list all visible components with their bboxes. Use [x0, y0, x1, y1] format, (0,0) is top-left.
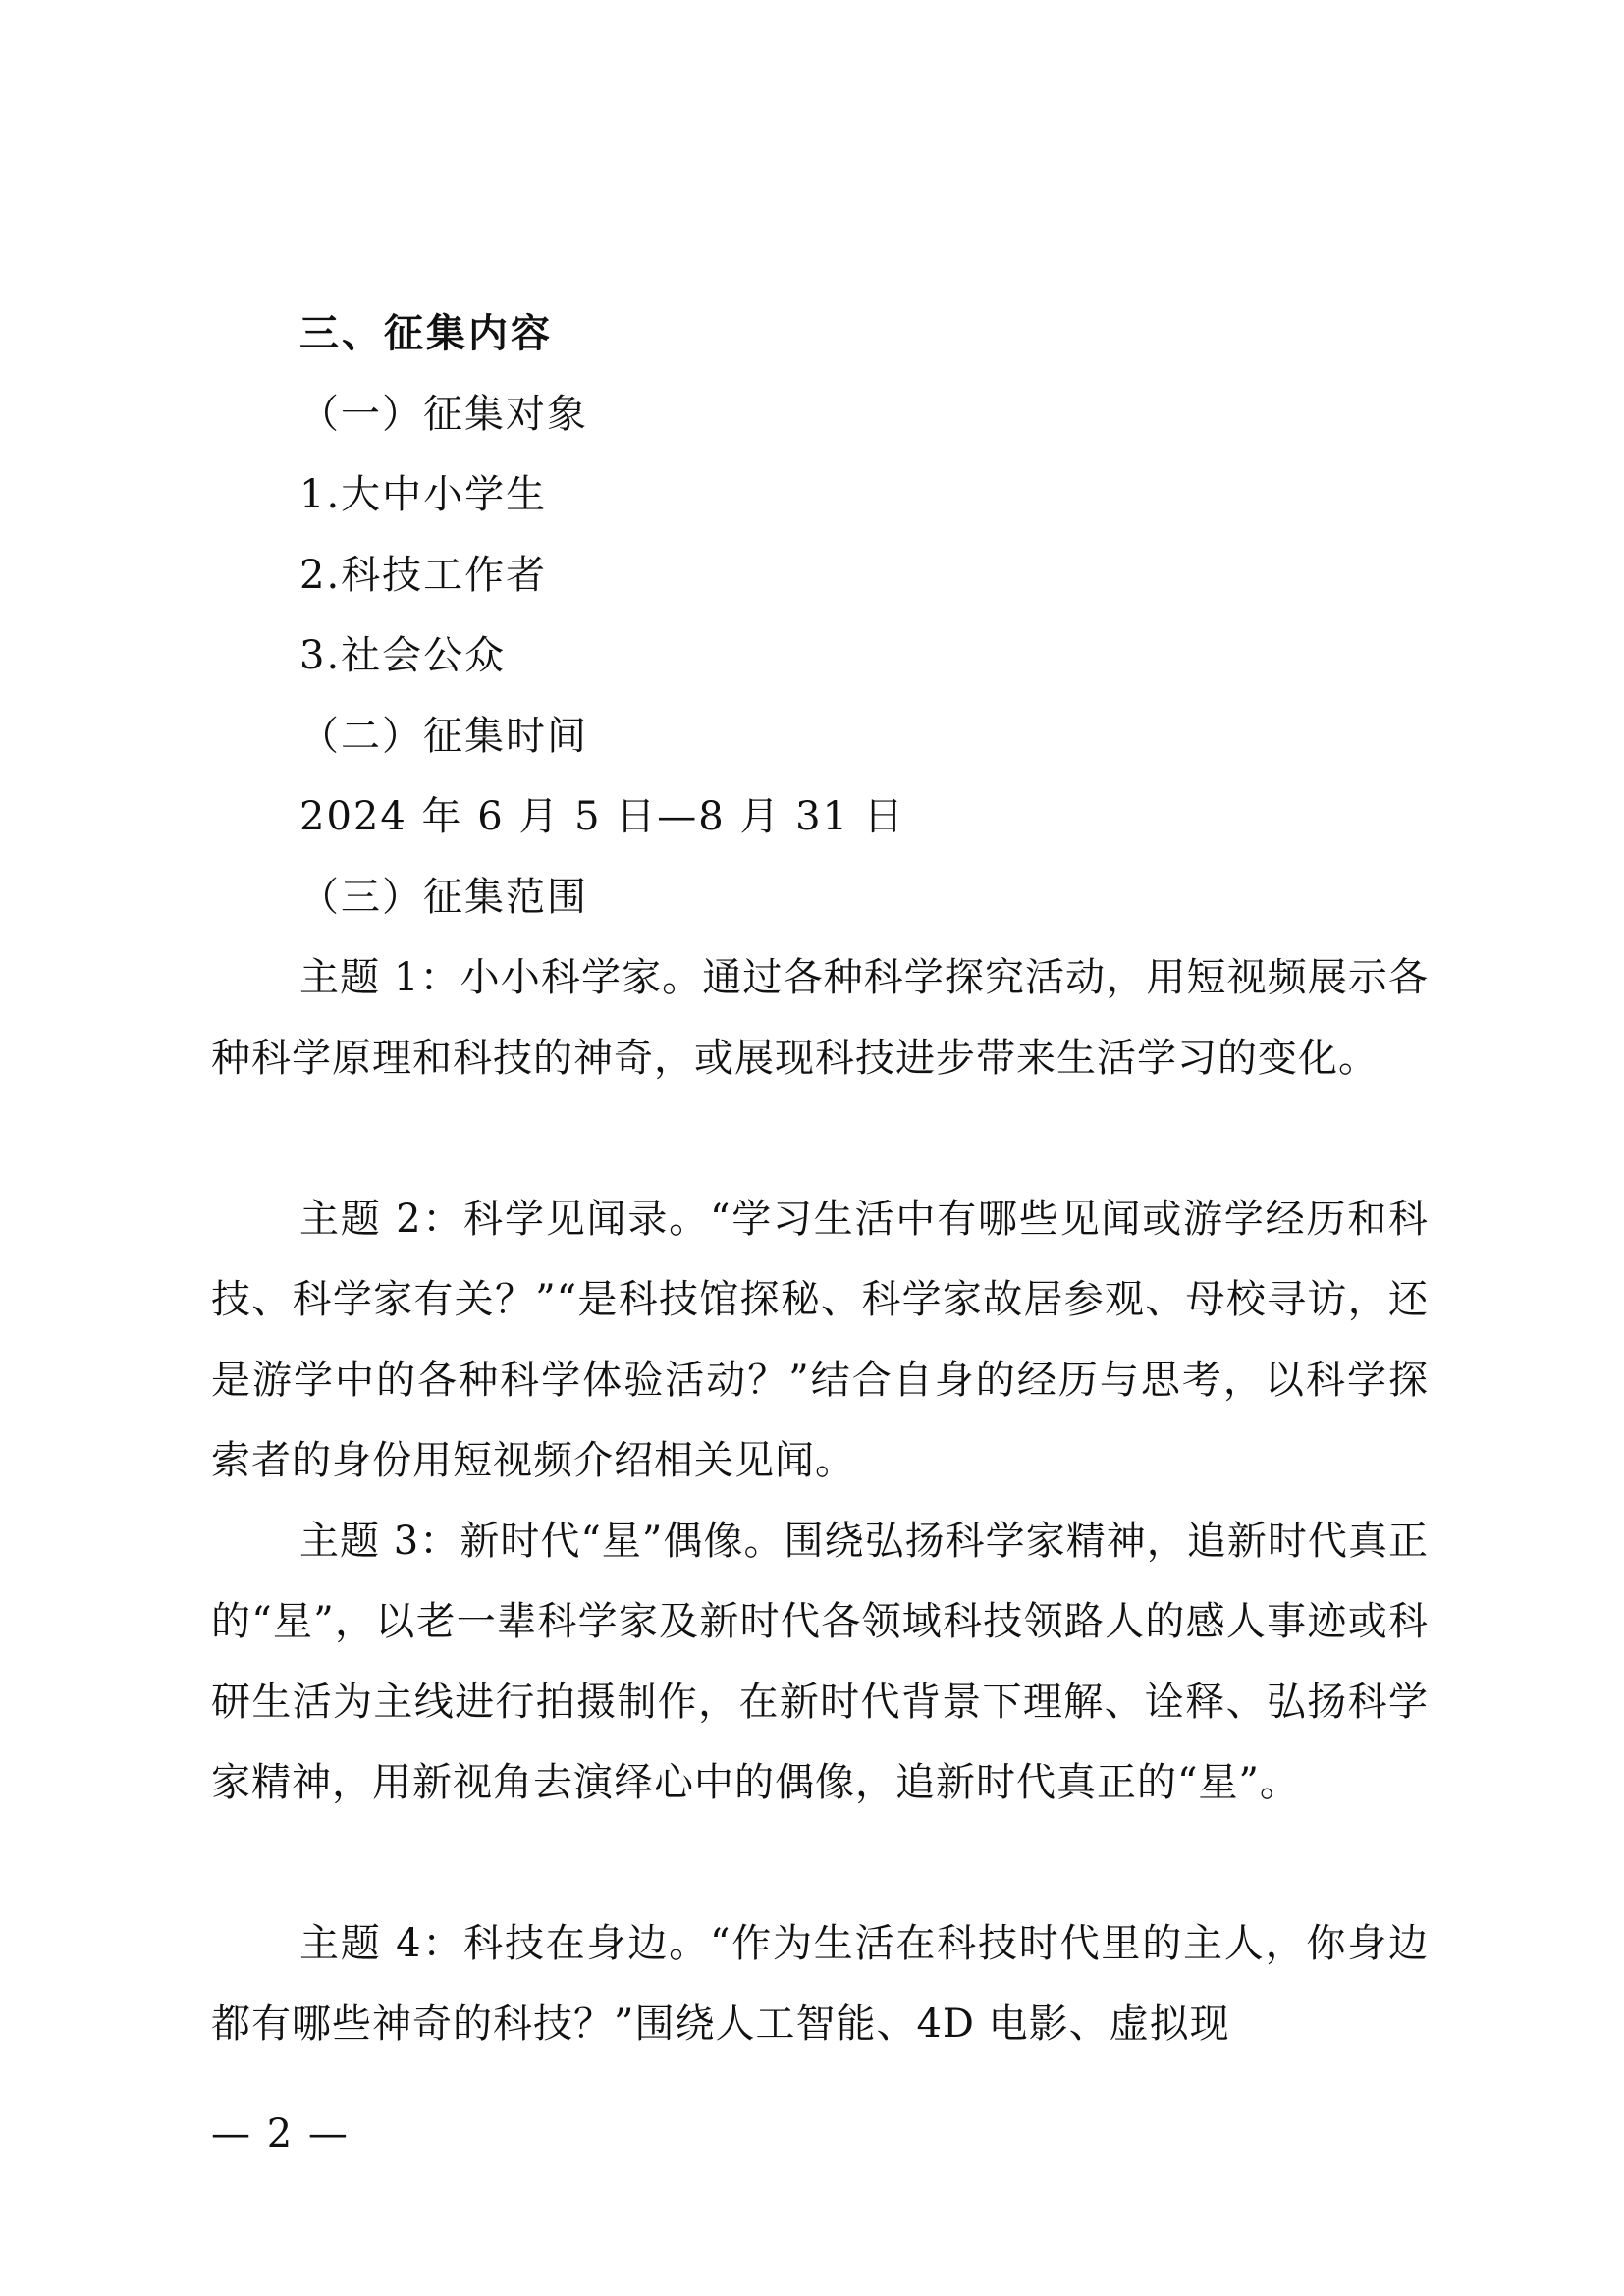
theme-4-paragraph: 主题 4：科技在身边。“作为生活在科技时代里的主人，你身边都有哪些神奇的科技？”围绕人工智能、4D 电影、虚拟现 [211, 1921, 1429, 2047]
page-number: — 2 — [211, 2111, 350, 2157]
target-item-students: 1.大中小学生 [299, 472, 548, 517]
target-item-public: 3.社会公众 [299, 633, 507, 678]
time-value: 2024 年 6 月 5 日—8 月 31 日 [299, 794, 905, 839]
theme-1-paragraph: 主题 1：小小科学家。通过各种科学探究活动，用短视频展示各种科学原理和科技的神奇，或展现科技进步带来生活学习的变化。 [211, 955, 1429, 1081]
subheading-scope: （三）征集范围 [299, 875, 588, 920]
section-heading: 三、征集内容 [299, 310, 553, 356]
subheading-target: （一）征集对象 [299, 392, 588, 437]
theme-2-paragraph: 主题 2：科学见闻录。“学习生活中有哪些见闻或游学经历和科技、科学家有关？”“是科技馆探秘、科学家故居参观、母校寻访，还是游学中的各种科学体验活动？”结合自身的经历与思考，以科学探索者的身份用短视频介绍相关见闻。 [211, 1197, 1429, 1483]
subheading-time: （二）征集时间 [299, 714, 588, 759]
theme-3-paragraph: 主题 3：新时代“星”偶像。围绕弘扬科学家精神，追新时代真正的“星”，以老一辈科学家及新时代各领域科技领路人的感人事迹或科研生活为主线进行拍摄制作，在新时代背景下理解、诠释、弘扬科学家精神，用新视角去演绎心中的偶像，追新时代真正的“星”。 [211, 1519, 1429, 1805]
target-item-scientists: 2.科技工作者 [299, 553, 548, 598]
